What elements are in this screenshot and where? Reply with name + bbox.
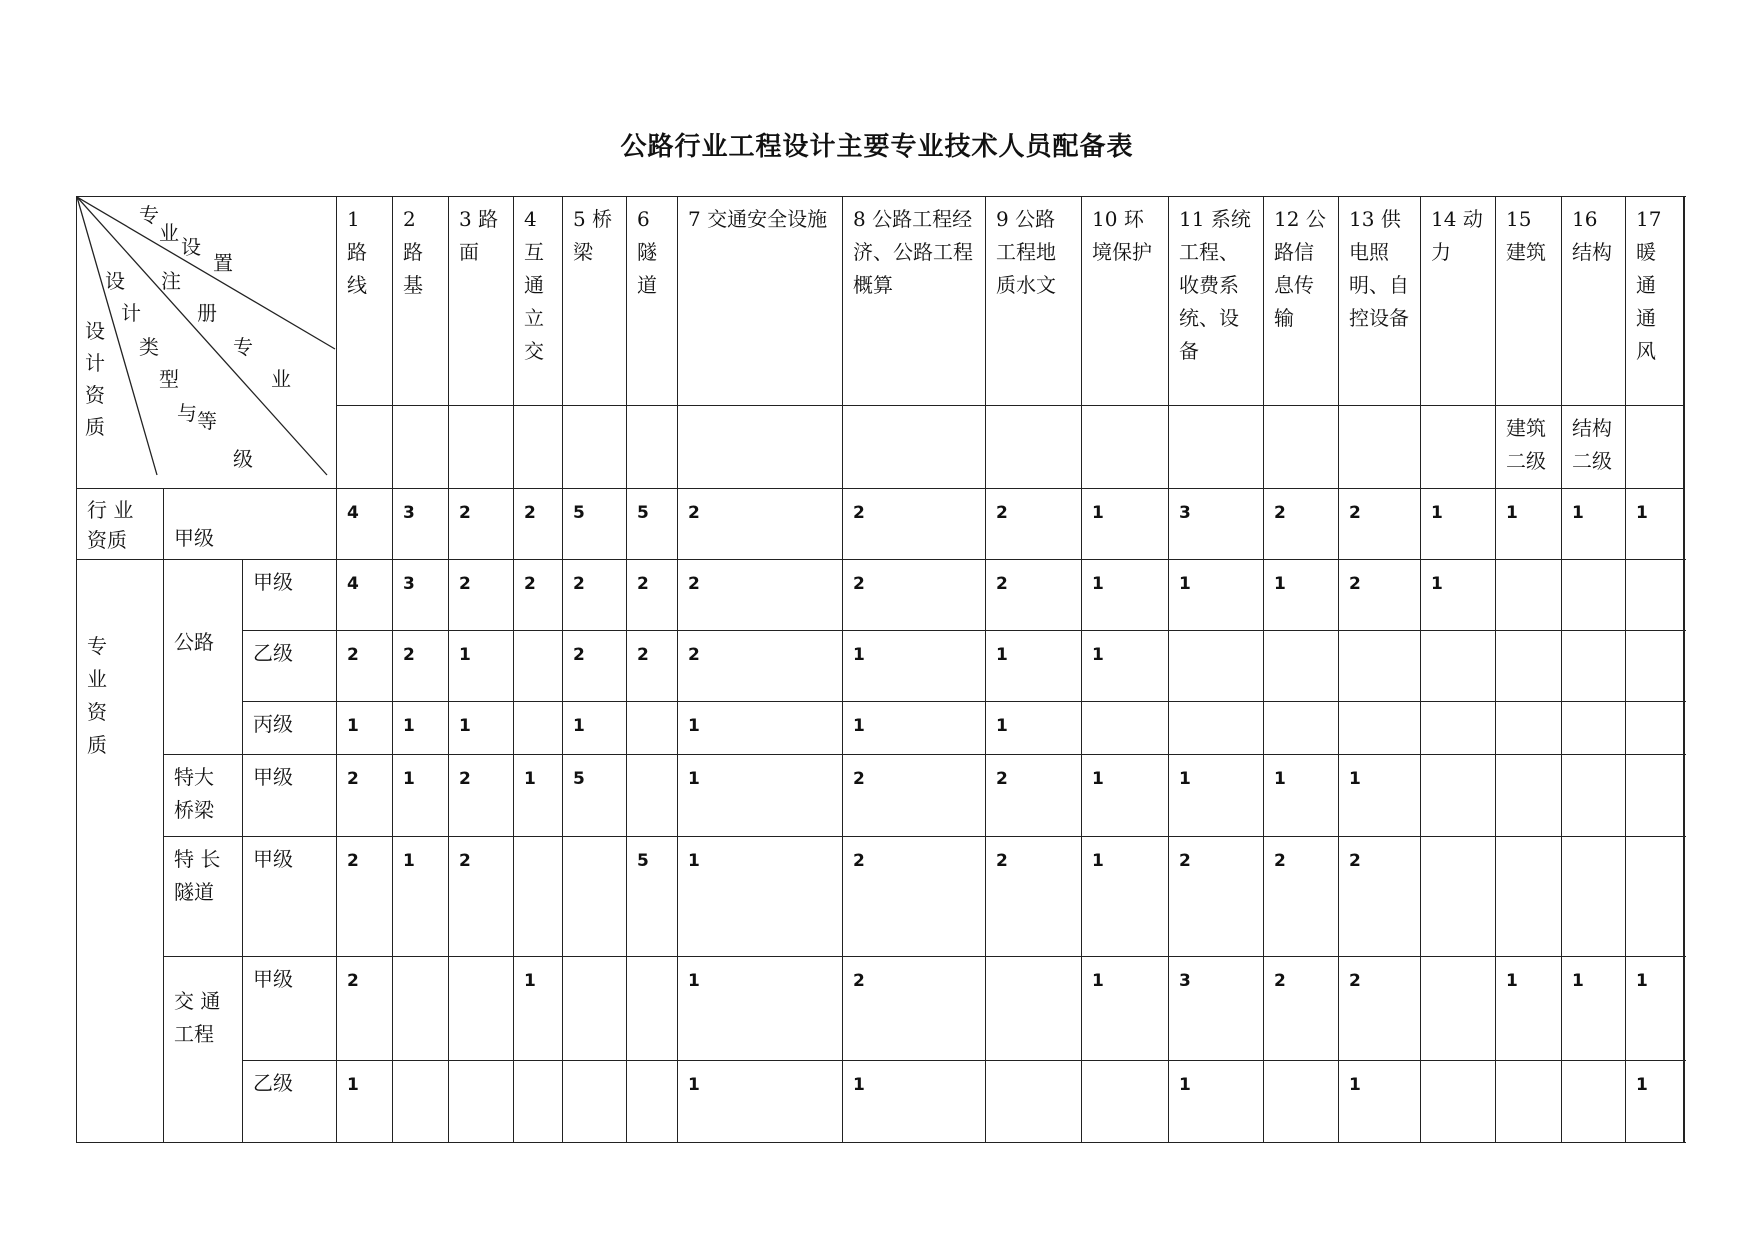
cell: 2 [563, 560, 627, 631]
cell: 2 [678, 631, 843, 702]
cell: 2 [986, 560, 1082, 631]
corner-mid-char: 等 [197, 409, 217, 433]
cell [1626, 560, 1684, 631]
professional-label: 专业资质 [87, 634, 107, 757]
table-row [77, 755, 1685, 837]
table-row [77, 631, 1685, 702]
cell [1626, 837, 1684, 957]
column-header: 5 桥梁 [563, 197, 627, 406]
cell: 1 [1421, 489, 1496, 560]
row-group-label [77, 560, 164, 1143]
table-row [77, 702, 1685, 755]
grade-label: 甲级 [164, 489, 337, 560]
row-subgroup-label: 公路 [164, 560, 243, 755]
cell: 2 [337, 957, 393, 1061]
cell: 2 [449, 560, 514, 631]
cell: 1 [1169, 1061, 1264, 1143]
column-header: 9 公路工程地质水文 [986, 197, 1082, 406]
column-header: 13 供电照明、自控设备 [1339, 197, 1421, 406]
corner-header [77, 197, 337, 489]
corner-top-char: 专 [139, 203, 159, 227]
cell: 1 [1496, 489, 1562, 560]
cell: 1 [678, 755, 843, 837]
cell: 1 [1339, 755, 1421, 837]
cell: 1 [1562, 489, 1626, 560]
cell: 2 [843, 560, 986, 631]
cell: 5 [627, 837, 678, 957]
cell: 2 [563, 631, 627, 702]
cell: 2 [627, 631, 678, 702]
row-total [1684, 702, 1685, 755]
cell: 2 [337, 837, 393, 957]
cell: 4 [337, 560, 393, 631]
cell [1421, 755, 1496, 837]
cell: 1 [514, 755, 563, 837]
column-header: 17 暖通通风 [1626, 197, 1684, 406]
column-header: 15 建筑 [1496, 197, 1562, 406]
cell [1496, 702, 1562, 755]
cell [1626, 631, 1684, 702]
cell [1082, 1061, 1169, 1143]
cell: 1 [1626, 1061, 1684, 1143]
cell: 2 [1339, 957, 1421, 1061]
cell [986, 1061, 1082, 1143]
cell: 1 [1626, 957, 1684, 1061]
grade-label: 乙级 [243, 1061, 337, 1143]
cell [1562, 560, 1626, 631]
total-header [1684, 197, 1685, 489]
table-row [77, 560, 1685, 631]
grade-label: 甲级 [243, 755, 337, 837]
cell: 2 [449, 489, 514, 560]
table-row [77, 489, 1685, 560]
column-header: 7 交通安全设施 [678, 197, 843, 406]
cell: 1 [843, 702, 986, 755]
corner-left-char: 计 [85, 351, 105, 375]
cell: 1 [449, 631, 514, 702]
cell: 1 [393, 837, 449, 957]
traffic-label: 交 通 工程 [174, 989, 221, 1046]
cell [1421, 837, 1496, 957]
cell: 2 [1339, 837, 1421, 957]
table-row [77, 1061, 1685, 1143]
cell [563, 837, 627, 957]
cell [1421, 631, 1496, 702]
corner-top-char: 业 [159, 221, 179, 245]
grade-label: 乙级 [243, 631, 337, 702]
cell: 2 [843, 489, 986, 560]
cell: 1 [1082, 489, 1169, 560]
column-header: 4 互通立交 [514, 197, 563, 406]
cell [1082, 702, 1169, 755]
column-header: 12 公路信息传输 [1264, 197, 1339, 406]
cell: 2 [449, 755, 514, 837]
column-header: 6 隧道 [627, 197, 678, 406]
cell: 2 [1264, 957, 1339, 1061]
cell [1421, 702, 1496, 755]
cell: 2 [1264, 837, 1339, 957]
cell: 3 [393, 560, 449, 631]
sub-header: 建筑二级 [1496, 406, 1562, 489]
cell: 1 [1169, 755, 1264, 837]
cell: 2 [986, 837, 1082, 957]
cell: 1 [1082, 957, 1169, 1061]
table-row [77, 957, 1685, 1061]
cell: 5 [563, 755, 627, 837]
cell [1562, 755, 1626, 837]
cell: 1 [1082, 631, 1169, 702]
cell: 1 [986, 702, 1082, 755]
cell: 2 [986, 489, 1082, 560]
corner-left-char: 质 [85, 415, 105, 439]
cell [1169, 631, 1264, 702]
cell: 1 [843, 631, 986, 702]
staffing-table [76, 196, 1685, 1143]
grade-label: 甲级 [243, 837, 337, 957]
cell [1339, 631, 1421, 702]
cell [1496, 837, 1562, 957]
cell: 1 [1339, 1061, 1421, 1143]
cell: 2 [1264, 489, 1339, 560]
cell [514, 631, 563, 702]
cell [1496, 755, 1562, 837]
cell [1264, 702, 1339, 755]
corner-mid-char: 计 [121, 301, 141, 325]
cell: 1 [337, 702, 393, 755]
cell: 1 [393, 755, 449, 837]
corner-mid-char: 型 [159, 367, 179, 391]
cell [563, 957, 627, 1061]
corner-left-char: 资 [85, 383, 105, 407]
cell [514, 702, 563, 755]
corner-mid-char: 与 [177, 401, 197, 425]
cell [1562, 1061, 1626, 1143]
column-header: 2 路基 [393, 197, 449, 406]
corner-mid-char: 业 [271, 367, 291, 391]
cell: 2 [449, 837, 514, 957]
cell: 3 [393, 489, 449, 560]
cell [393, 957, 449, 1061]
cell [449, 1061, 514, 1143]
table-row [77, 837, 1685, 957]
cell: 2 [678, 489, 843, 560]
cell: 1 [986, 631, 1082, 702]
cell [627, 755, 678, 837]
cell: 1 [1169, 560, 1264, 631]
cell [1339, 702, 1421, 755]
cell: 2 [986, 755, 1082, 837]
cell [1626, 489, 1684, 560]
row-subgroup-label [164, 957, 243, 1143]
cell [1626, 755, 1684, 837]
cell: 4 [337, 489, 393, 560]
cell [1562, 631, 1626, 702]
cell [1562, 702, 1626, 755]
cell: 1 [449, 702, 514, 755]
cell [514, 837, 563, 957]
cell [449, 957, 514, 1061]
cell: 3 [1169, 489, 1264, 560]
cell: 2 [393, 631, 449, 702]
cell: 2 [337, 755, 393, 837]
cell: 2 [1339, 560, 1421, 631]
cell: 2 [337, 631, 393, 702]
cell: 2 [514, 560, 563, 631]
bridge-label: 特大桥梁 [174, 765, 214, 822]
sub-header: 结构二级 [1562, 406, 1626, 489]
column-header: 10 环境保护 [1082, 197, 1169, 406]
cell: 1 [393, 702, 449, 755]
cell: 2 [1339, 489, 1421, 560]
cell: 1 [843, 1061, 986, 1143]
column-header: 8 公路工程经济、公路工程概算 [843, 197, 986, 406]
cell: 2 [843, 837, 986, 957]
cell: 1 [1082, 837, 1169, 957]
cell [1421, 1061, 1496, 1143]
row-subgroup-label [164, 837, 243, 957]
cell: 2 [627, 560, 678, 631]
cell: 1 [678, 1061, 843, 1143]
cell [393, 1061, 449, 1143]
cell: 1 [1264, 755, 1339, 837]
cell [986, 957, 1082, 1061]
row-subgroup-label [164, 755, 243, 837]
row-group-label: 行 业 资质 [77, 489, 164, 560]
cell: 2 [678, 560, 843, 631]
cell: 1 [337, 1061, 393, 1143]
row-total [1684, 560, 1685, 631]
cell: 1 [1264, 560, 1339, 631]
corner-diagonal-lines [77, 197, 337, 477]
column-header: 1 路线 [337, 197, 393, 406]
grade-label: 甲级 [243, 957, 337, 1061]
corner-top-char: 设 [181, 235, 201, 259]
cell [1169, 702, 1264, 755]
cell [1264, 631, 1339, 702]
cell: 1 [1496, 957, 1562, 1061]
cell: 1 [678, 957, 843, 1061]
cell: 1 [1421, 560, 1496, 631]
cell [1562, 837, 1626, 957]
cell: 2 [843, 755, 986, 837]
page-title: 公路行业工程设计主要专业技术人员配备表 [620, 132, 1134, 162]
cell [1421, 957, 1496, 1061]
corner-mid-char: 注 [161, 269, 181, 293]
cell [1496, 631, 1562, 702]
cell: 5 [563, 489, 627, 560]
corner-mid-char: 设 [105, 269, 125, 293]
cell: 3 [1169, 957, 1264, 1061]
cell [627, 702, 678, 755]
row-total [1684, 1061, 1685, 1143]
column-header: 14 动力 [1421, 197, 1496, 406]
cell: 1 [1082, 755, 1169, 837]
cell [627, 1061, 678, 1143]
cell: 1 [514, 957, 563, 1061]
corner-mid-char: 册 [197, 301, 217, 325]
cell: 2 [843, 957, 986, 1061]
cell: 2 [514, 489, 563, 560]
cell [1264, 1061, 1339, 1143]
row-total [1684, 489, 1685, 560]
grade-label: 甲级 [243, 560, 337, 631]
cell [1496, 560, 1562, 631]
column-header: 16 结构 [1562, 197, 1626, 406]
corner-mid-char: 类 [139, 335, 159, 359]
cell [514, 1061, 563, 1143]
cell: 1 [1562, 957, 1626, 1061]
row-total [1684, 837, 1685, 957]
corner-left-char: 设 [85, 319, 105, 343]
cell: 1 [678, 702, 843, 755]
column-header: 3 路面 [449, 197, 514, 406]
corner-mid-char: 级 [233, 447, 253, 471]
tunnel-label: 特 长 隧道 [174, 847, 221, 904]
cell [1626, 702, 1684, 755]
corner-top-char: 置 [213, 251, 233, 275]
cell [563, 1061, 627, 1143]
cell: 1 [678, 837, 843, 957]
row-total [1684, 755, 1685, 837]
cell: 1 [1082, 560, 1169, 631]
corner-mid-char: 专 [233, 335, 253, 359]
row-total [1684, 957, 1685, 1061]
cell [627, 957, 678, 1061]
cell [1496, 1061, 1562, 1143]
row-total [1684, 631, 1685, 702]
column-header: 11 系统工程、收费系统、设备 [1169, 197, 1264, 406]
cell: 5 [627, 489, 678, 560]
cell: 2 [1169, 837, 1264, 957]
grade-label: 丙级 [243, 702, 337, 755]
cell: 1 [563, 702, 627, 755]
